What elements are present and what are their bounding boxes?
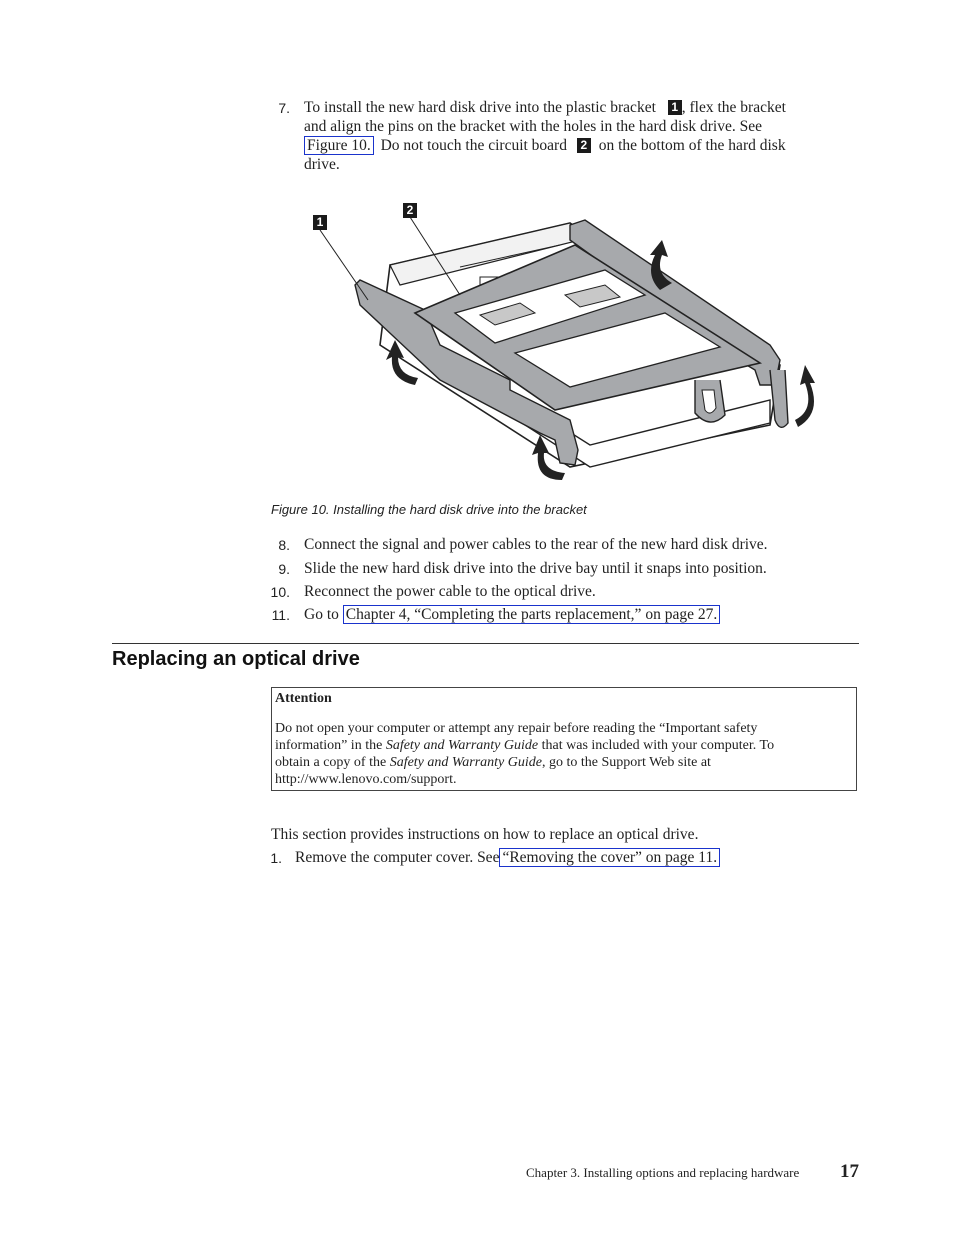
step-text: on the bottom of the hard disk xyxy=(598,137,786,154)
attention-url: http://www.lenovo.com/support. xyxy=(275,772,457,787)
step-number: 9. xyxy=(278,561,290,577)
step-text: Do not touch the circuit board xyxy=(380,137,567,154)
figure-caption: Figure 10. Installing the hard disk drive into the bracket xyxy=(271,502,587,517)
attention-box xyxy=(271,687,857,791)
step-text: Go to xyxy=(304,606,339,623)
step-text: and align the pins on the bracket with the holes in the hard disk drive. See xyxy=(304,118,762,135)
figure-callout-2: 2 xyxy=(403,203,417,218)
step-number: 1. xyxy=(270,850,282,866)
intro-text: This section provides instructions on how to replace an optical drive. xyxy=(271,826,699,843)
attention-line: Do not open your computer or attempt any repair before reading the “Important safety xyxy=(275,721,758,736)
callout-1: 1 xyxy=(668,100,682,115)
step-text: drive. xyxy=(304,156,340,173)
step-text: , flex the bracket xyxy=(681,99,786,116)
attention-line: obtain a copy of the Safety and Warranty Guide, go to the Support Web site at xyxy=(275,755,711,770)
step-number: 8. xyxy=(278,537,290,553)
step-text: Slide the new hard disk drive into the drive bay until it snaps into position. xyxy=(304,560,767,577)
figure-10-link[interactable]: Figure 10. xyxy=(304,136,374,155)
hard-disk-bracket-illustration xyxy=(300,195,840,495)
step-text: To install the new hard disk drive into the plastic bracket xyxy=(304,99,656,116)
section-title: Replacing an optical drive xyxy=(112,648,360,670)
footer-chapter: Chapter 3. Installing options and replacing hardware xyxy=(526,1165,800,1180)
step-text: Remove the computer cover. See xyxy=(295,849,500,866)
callout-2: 2 xyxy=(577,138,591,153)
attention-title: Attention xyxy=(275,691,332,706)
step-text: Connect the signal and power cables to the rear of the new hard disk drive. xyxy=(304,536,768,553)
page-number: 17 xyxy=(840,1161,859,1182)
step-number: 7. xyxy=(278,100,290,116)
section-divider xyxy=(112,643,859,644)
chapter-4-link[interactable]: Chapter 4, “Completing the parts replacement,” on page 27. xyxy=(343,605,720,624)
step-number: 11. xyxy=(271,607,290,623)
removing-cover-link[interactable]: “Removing the cover” on page 11. xyxy=(499,848,720,867)
step-text: Reconnect the power cable to the optical drive. xyxy=(304,583,596,600)
attention-line: information” in the Safety and Warranty Guide that was included with your computer. To xyxy=(275,738,775,753)
figure-callout-1: 1 xyxy=(313,215,327,230)
step-number: 10. xyxy=(270,584,290,600)
figure-10 xyxy=(300,195,840,495)
